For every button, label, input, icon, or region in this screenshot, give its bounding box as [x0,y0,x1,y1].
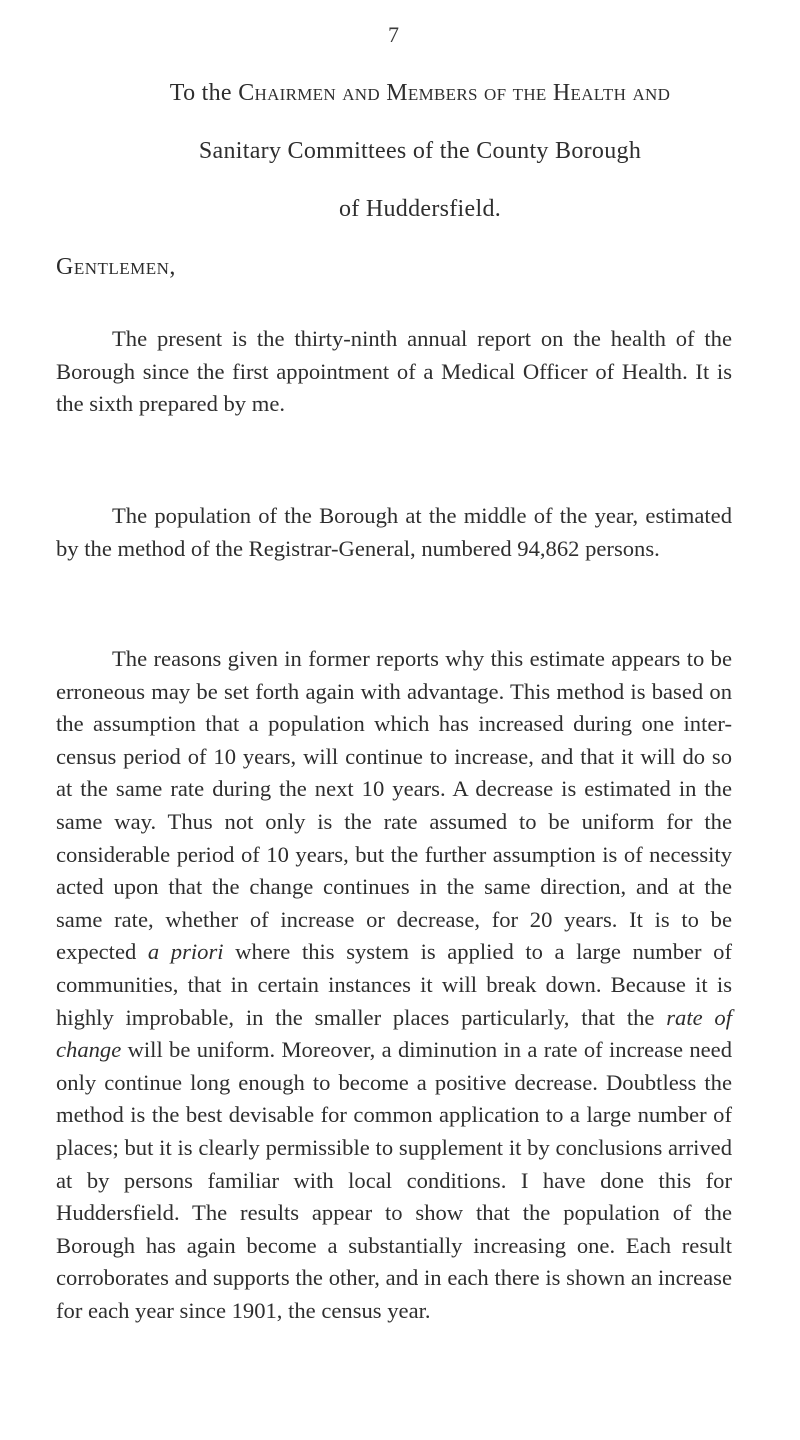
paragraph-2: The population of the Borough at the middle of the year, estimated by the method of the Registrar-General, numbered 94,862 persons. [56,503,732,561]
address-line-1-part-4: Health and [552,80,671,106]
address-line-2: Sanitary Committees of the County Borough [198,138,642,164]
page-number: 7 [388,22,399,47]
paragraph-1: The present is the thirty-ninth annual report on the health of the Borough since the first appointment of a Medical Officer of Health. It is the sixth prepared by me. [56,326,732,417]
paragraph-3-italic-rate-of-change: rate of change [56,1004,733,1063]
paragraph-3-italic-a-priori: a priori [147,939,224,965]
address-line-1-part-3: of the [484,80,553,106]
paragraph-3-text-2: where this system is applied to a large number of communities, that in certain instances it will break down. Because it is highly improbable, in the smaller places particularly, that the [56,939,732,1030]
address-line-1-part-1: To the [169,80,239,106]
address-line-3: of Huddersfield. [338,196,502,222]
paragraph-3 [56,643,732,1327]
paragraph-3-text-3: will be uniform. Moreover, a diminution in a rate of increase need only continue long enough to become a positive decrease. Doubtless the method is the best devisable for common application to a large number of places; but it is clearly permissible to supplement it by conclusions arrived at by persons familiar with local conditions. I have done this for Huddersfield. The results appear to show that the population of the Borough has again become a substantially increasing one. Each result corroborates and supports the other, and in each there is shown an increase for each year since 1901, the census year. [56,1037,732,1323]
address-line-1 [20,80,800,107]
address-line-1-part-2: Chairmen and Members [238,80,485,106]
paragraph-3-text-1: The reasons given in former reports why this estimate appears to be erroneous may be set forth again with advantage. This method is based on the assumption that a population which has increased during one inter-census period of 10 years, will continue to increase, and that it will do so at the same rate during the next 10 years. A decrease is estimated in the same way. Thus not only is the rate assumed to be uniform for the considerable period of 10 years, but the further assumption is of necessity acted upon that the change continues in the same direction, and at the same rate, whether of increase or decrease, for 20 years. It is to be expected [56,646,732,965]
salutation: Gentlemen, [56,254,176,280]
